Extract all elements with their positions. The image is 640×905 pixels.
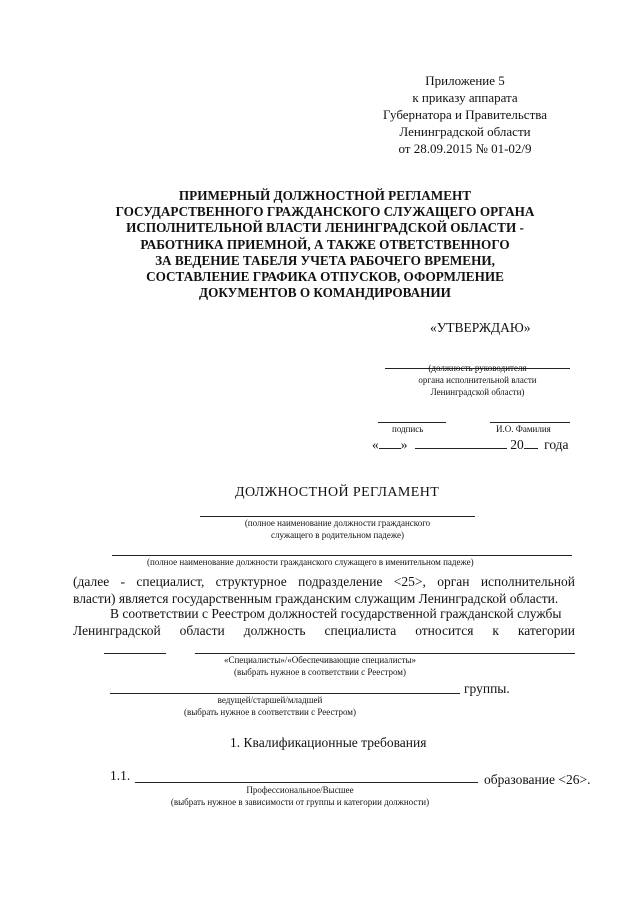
- annex-line: Приложение 5: [425, 73, 505, 88]
- position-nominative-hint: (полное наименование должности гражданского служащего в именительном падеже): [147, 557, 474, 567]
- section-1-heading: 1. Квалификационные требования: [230, 735, 427, 750]
- word: -: [120, 574, 126, 589]
- word: относится: [415, 623, 474, 638]
- title-line: ИСПОЛНИТЕЛЬНОЙ ВЛАСТИ ЛЕНИНГРАДСКОЙ ОБЛАСТИ -: [126, 220, 524, 236]
- category-line-left: [104, 653, 166, 654]
- hint-line: «Специалисты»/«Обеспечивающие специалисты»: [223, 655, 417, 665]
- annex-header: [360, 72, 570, 157]
- regulation-heading: ДОЛЖНОСТНОЙ РЕГЛАМЕНТ: [235, 485, 440, 500]
- paragraph-2-line-1: В соответствии с Реестром должностей государственной гражданской службы: [110, 606, 562, 621]
- title-line: СОСТАВЛЕНИЕ ГРАФИКА ОТПУСКОВ, ОФОРМЛЕНИЕ: [146, 269, 504, 285]
- group-hint: [160, 694, 380, 718]
- paragraph-2-line-2: [73, 622, 575, 639]
- hint-line: (должность руководителя: [428, 363, 527, 373]
- approval-date: [372, 436, 569, 453]
- date-year: 20: [510, 437, 524, 452]
- name-label: И.О. Фамилия: [496, 424, 551, 434]
- hint-line: (выбрать нужное в зависимости от группы и категории должности): [170, 797, 430, 807]
- approval-stamp: «УТВЕРЖДАЮ»: [430, 320, 531, 335]
- word: специалист,: [136, 574, 205, 589]
- word: <25>,: [393, 574, 426, 589]
- word: структурное: [215, 574, 287, 589]
- title-line: ЗА ВЕДЕНИЕ ТАБЕЛЯ УЧЕТА РАБОЧЕГО ВРЕМЕНИ,: [155, 252, 495, 268]
- annex-line: к приказу аппарата: [412, 90, 518, 105]
- item-1-1-suffix: образование <26>.: [484, 772, 591, 787]
- word: исполнительной: [480, 574, 575, 589]
- education-line: [135, 782, 478, 783]
- word: Ленинградской: [73, 623, 161, 638]
- category-hint: [195, 654, 445, 678]
- date-suffix: года: [544, 437, 569, 452]
- hint-line: (выбрать нужное в соответствии с Реестром): [183, 707, 356, 717]
- word: (далее: [73, 574, 110, 589]
- annex-line: от 28.09.2015 № 01-02/9: [398, 141, 532, 156]
- hint-line: Профессиональное/Высшее: [246, 785, 354, 795]
- title-line: ПРИМЕРНЫЙ ДОЛЖНОСТНОЙ РЕГЛАМЕНТ: [178, 188, 472, 203]
- word: орган: [437, 574, 470, 589]
- word: специалиста: [324, 623, 397, 638]
- word: к: [492, 623, 499, 638]
- position-genitive-hint: [200, 517, 475, 541]
- item-1-1-number: 1.1.: [110, 768, 131, 783]
- annex-line: Губернатора и Правительства: [383, 107, 547, 122]
- hint-line: ведущей/старшей/младшей: [217, 695, 323, 705]
- date-quote-close: »: [400, 437, 408, 452]
- word: должность: [243, 623, 306, 638]
- education-hint: [145, 784, 455, 808]
- hint-line: Ленинградской области): [430, 387, 525, 397]
- head-position-hint: [385, 362, 570, 398]
- paragraph-1-line-1: [73, 573, 575, 590]
- paragraph-1-line-2: власти) является государственным гражданским служащим Ленинградской области.: [73, 591, 559, 606]
- word: категории: [517, 623, 575, 638]
- hint-line: (выбрать нужное в соответствии с Реестром): [233, 667, 406, 677]
- annex-line: Ленинградской области: [399, 124, 531, 139]
- date-quote-open: «: [372, 437, 379, 452]
- word: подразделение: [298, 574, 383, 589]
- hint-line: служащего в родительном падеже): [271, 530, 404, 540]
- signature-label: подпись: [392, 424, 424, 434]
- hint-line: органа исполнительной власти: [418, 375, 537, 385]
- hint-line: (полное наименование должности гражданского: [244, 518, 431, 528]
- document-title: [90, 188, 560, 301]
- title-line: ДОКУМЕНТОВ О КОМАНДИРОВАНИИ: [199, 285, 451, 301]
- title-line: РАБОТНИКА ПРИЕМНОЙ, А ТАКЖЕ ОТВЕТСТВЕННОГО: [140, 236, 510, 252]
- title-line: ГОСУДАРСТВЕННОГО ГРАЖДАНСКОГО СЛУЖАЩЕГО ОРГАНА: [115, 204, 535, 220]
- word: области: [179, 623, 225, 638]
- group-suffix: группы.: [464, 681, 510, 696]
